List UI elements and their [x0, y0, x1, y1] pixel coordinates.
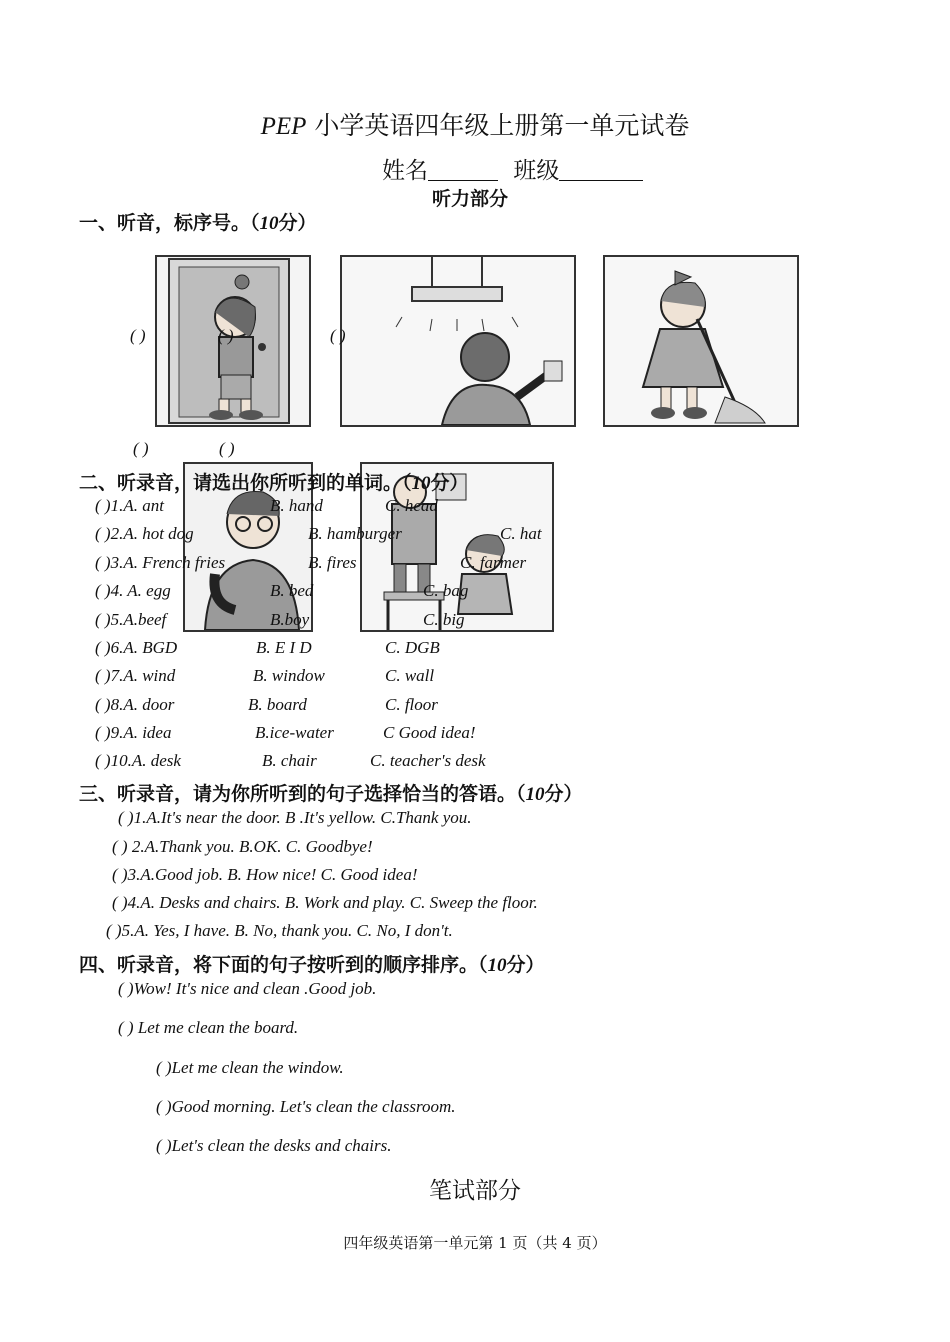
section1-blank-3[interactable]: ( )	[330, 326, 346, 345]
s4-item-5: ( )Let's clean the desks and chairs.	[156, 1136, 392, 1155]
s2-item-5-b: B.boy	[270, 610, 310, 629]
s2-item-6-a: ( )6.A. BGD	[95, 638, 178, 657]
s3-item-2: ( ) 2.A.Thank you. B.OK. C. Goodbye!	[112, 837, 373, 856]
section4-heading-text: 四、听录音，将下面的句子按听到的顺序排序。（	[79, 954, 488, 976]
s2-item-6-c: C. DGB	[385, 638, 440, 657]
s2-item-4-c: C. bag	[423, 581, 469, 600]
s2-item-3-a: ( )3.A. French fries	[95, 553, 226, 572]
s3-item-5: ( )5.A. Yes, I have. B. No, thank you. C. No, I don't.	[106, 921, 453, 940]
section3-points: 10	[525, 784, 545, 805]
s2-item-3-b: B. fires	[308, 553, 357, 572]
name-blank[interactable]	[428, 158, 498, 181]
s4-item-1: ( )Wow! It's nice and clean .Good job.	[118, 979, 377, 998]
s2-item-4-b: B. bed	[270, 581, 314, 600]
boy-light-illustration	[342, 257, 574, 425]
listening-part-heading: 听力部分	[432, 188, 509, 210]
section1-blank-5[interactable]: ( )	[219, 439, 235, 458]
s2-item-2-a: ( )2.A. hot dog	[95, 524, 194, 543]
s2-item-5-a: ( )5.A.beef	[95, 610, 167, 629]
section1-heading	[79, 208, 317, 235]
section1-blank-2[interactable]: ( )	[218, 326, 234, 345]
girl-sweeping-illustration	[605, 257, 797, 425]
name-class-line	[382, 152, 643, 185]
section1-blank-1[interactable]: ( )	[130, 326, 146, 345]
s3-item-1: ( )1.A.It's near the door. B .It's yellow. C.Thank you.	[118, 808, 472, 827]
s3-item-4: ( )4.A. Desks and chairs. B. Work and play. C. Sweep the floor.	[112, 893, 538, 912]
s4-item-2: ( ) Let me clean the board.	[118, 1018, 299, 1037]
s2-item-8-a: ( )8.A. door	[95, 695, 175, 714]
s2-item-10-c: C. teacher's desk	[370, 751, 486, 770]
section4-suffix: 分）	[506, 954, 545, 976]
section1-blank-4[interactable]: ( )	[133, 439, 149, 458]
section2-heading-text: 二、听录音，请选出你所听到的单词。（	[79, 472, 412, 494]
s3-item-3: ( )3.A.Good job. B. How nice! C. Good idea!	[112, 865, 418, 884]
page-footer: 四年级英语第一单元第 1 页（共 4 页）	[343, 1234, 607, 1252]
class-blank[interactable]	[559, 158, 643, 181]
s2-item-10-b: B. chair	[262, 751, 317, 770]
section1-suffix: 分）	[278, 212, 317, 234]
s2-item-1-a: ( )1.A. ant	[95, 496, 164, 515]
s2-item-3-c: C. farmer	[460, 553, 527, 572]
s2-item-9-a: ( )9.A. idea	[95, 723, 172, 742]
section4-heading	[79, 950, 545, 977]
section3-heading	[79, 779, 583, 806]
s4-item-4: ( )Good morning. Let's clean the classroom.	[156, 1097, 456, 1116]
section1-heading-text: 一、听音，标序号。（	[79, 212, 260, 234]
s2-item-10-a: ( )10.A. desk	[95, 751, 181, 770]
section2-suffix: 分）	[430, 472, 469, 494]
s2-item-7-a: ( )7.A. wind	[95, 666, 176, 685]
title-main: 小学英语四年级上册第一单元试卷	[314, 111, 690, 140]
s2-item-2-b: B. hamburger	[308, 524, 402, 543]
s4-item-3: ( )Let me clean the window.	[156, 1058, 344, 1077]
s2-item-1-c: C. head	[385, 496, 438, 515]
section4-points: 10	[487, 955, 507, 976]
title-prefix: PEP	[260, 113, 307, 140]
s2-item-2-c: C. hat	[500, 524, 542, 543]
s2-item-5-c: C. big	[423, 610, 465, 629]
s2-item-9-c: C Good idea!	[383, 723, 476, 742]
section3-heading-text: 三、听录音，请为你所听到的句子选择恰当的答语。（	[79, 783, 526, 805]
s2-item-7-c: C. wall	[385, 666, 435, 685]
s2-item-6-b: B. E I D	[256, 638, 312, 657]
picture-girl-sweeping	[603, 255, 799, 427]
s2-item-9-b: B.ice-water	[255, 723, 334, 742]
name-label: 姓名	[382, 158, 428, 184]
page-title	[0, 106, 950, 142]
s2-item-1-b: B. hand	[270, 496, 323, 515]
section2-heading	[79, 468, 469, 495]
s2-item-8-b: B. board	[248, 695, 307, 714]
s2-item-4-a: ( )4. A. egg	[95, 581, 171, 600]
section2-points: 10	[411, 473, 431, 494]
picture-boy-light	[340, 255, 576, 427]
class-label: 班级	[513, 158, 560, 184]
section1-points: 10	[259, 213, 279, 234]
s2-item-8-c: C. floor	[385, 695, 438, 714]
written-part-heading: 笔试部分	[429, 1178, 521, 1204]
section3-suffix: 分）	[544, 783, 583, 805]
s2-item-7-b: B. window	[253, 666, 325, 685]
